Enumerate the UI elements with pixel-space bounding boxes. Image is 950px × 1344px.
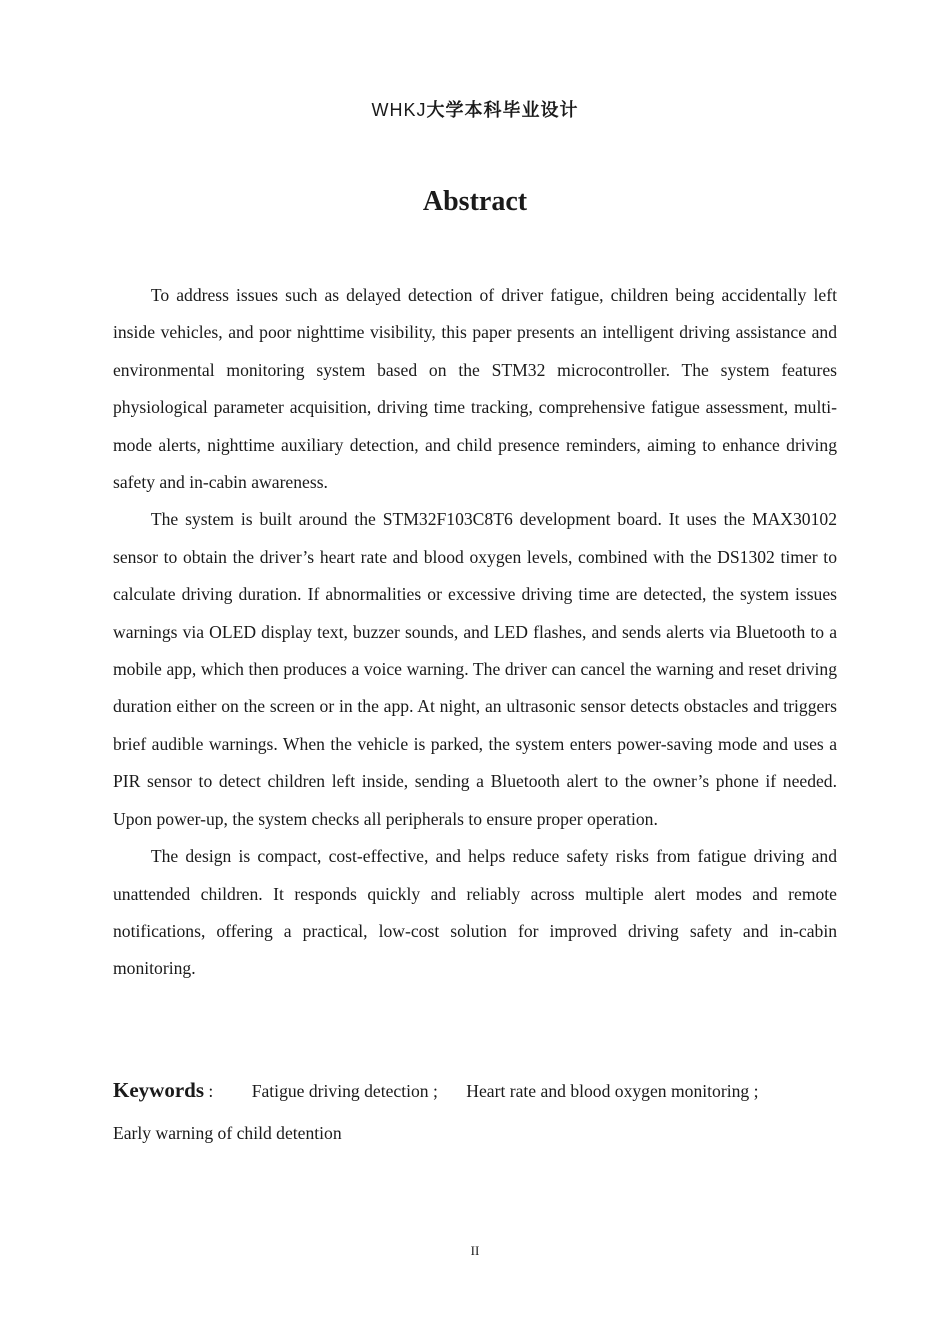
keywords-section <box>113 1069 837 1154</box>
keyword-item: Early warning of child detention <box>113 1123 342 1143</box>
abstract-paragraph: To address issues such as delayed detection of driver fatigue, children being accidentally left inside vehicles, and poor nighttime visibility, this paper presents an intelligent driving assistance and environmental monitoring system based on the STM32 microcontroller. The system features physiological parameter acquisition, driving time tracking, comprehensive fatigue assessment, multi-mode alerts, nighttime auxiliary detection, and child presence reminders, aiming to enhance driving safety and in-cabin awareness. <box>113 285 837 493</box>
page-title: Abstract <box>422 186 528 217</box>
header-document-type: 大学本科毕业设计 <box>426 100 579 121</box>
abstract-body <box>113 277 837 988</box>
abstract-paragraph: The system is built around the STM32F103C8T6 development board. It uses the MAX30102 sensor to obtain the driver’s heart rate and blood oxygen levels, combined with the DS1302 timer to calculate driving duration. If abnormalities or excessive driving time are detected, the system issues warnings via OLED display text, buzzer sounds, and LED flashes, and sends alerts via Bluetooth to a mobile app, which then produces a voice warning. The driver can cancel the warning and reset driving duration either on the screen or in the app. At night, an ultrasonic sensor detects obstacles and triggers brief audible warnings. When the vehicle is parked, the system enters power-saving mode and uses a PIR sensor to detect children left inside, sending a Bluetooth alert to the owner’s phone if needed. Upon power-up, the system checks all peripherals to ensure proper operation. <box>113 509 837 829</box>
keyword-item: Fatigue driving detection ; <box>251 1081 438 1101</box>
header-institution-code: WHKJ <box>371 100 427 120</box>
page-number: II <box>470 1243 480 1258</box>
running-header <box>0 96 950 122</box>
keyword-item: Heart rate and blood oxygen monitoring ; <box>466 1081 759 1101</box>
abstract-paragraph: The design is compact, cost-effective, and helps reduce safety risks from fatigue driving and unattended children. It responds quickly and reliably across multiple alert modes and remote notifications, offering a practical, low-cost solution for improved driving safety and in-cabin monitoring. <box>113 846 837 979</box>
keywords-colon: : <box>208 1081 214 1101</box>
keywords-label: Keywords <box>113 1078 204 1102</box>
